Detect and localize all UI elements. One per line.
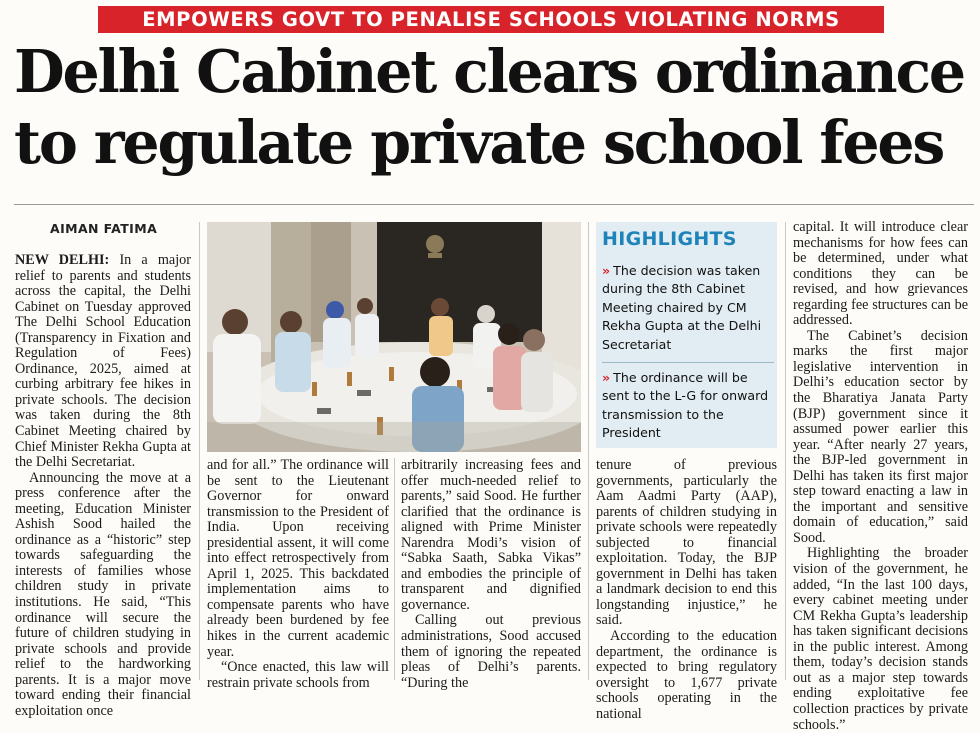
- column-divider: [394, 458, 395, 680]
- paragraph: “Once enacted, this law will restrain private schools from: [207, 659, 389, 691]
- paragraph: Highlighting the broader vision of the government, he added, “In the last 100 days, every cabinet meeting under CM Rekha Gupta’s leadership has taken significant decisions in the public interest. Among them, today’s decision stands out as a major step towards ending exploitative fee collection practices by private schools.”: [793, 545, 968, 733]
- paragraph: According to the education department, the ordinance is expected to bring regulatory oversight to 1,677 private schools operating in the national: [596, 628, 777, 722]
- highlight-item: [602, 262, 774, 354]
- headline-rule: [14, 204, 974, 205]
- paragraph: tenure of previous governments, particularly the Aam Aadmi Party (AAP), parents of children studying in private schools were repeatedly subjected to financial exploitation. Today, the BJP government in Delhi has taken a landmark decision to end this longstanding injustice,” he said.: [596, 457, 777, 629]
- paragraph: arbitrarily increasing fees and offer much-needed relief to parents,” said Sood. He further clarified that the ordinance is aligned with Prime Minister Narendra Modi’s vision of “Sabka Saath, Sabka Vikas” and embodies the principle of transparent and dignified governance.: [401, 457, 581, 613]
- column-divider: [785, 222, 786, 680]
- highlights-box: [596, 222, 777, 448]
- story-column-1: [15, 253, 191, 719]
- photo-illustration: [207, 222, 581, 452]
- dateline: NEW DELHI:: [15, 252, 110, 268]
- cabinet-meeting-photo: [207, 222, 581, 452]
- highlights-title: HIGHLIGHTS: [602, 228, 737, 250]
- headline-line-1: Delhi Cabinet clears ordinance: [14, 37, 964, 106]
- highlight-divider: [602, 362, 774, 363]
- paragraph: Calling out previous administrations, Sood accused them of ignoring the repeated pleas of Delhi’s parents. “During the: [401, 612, 581, 691]
- paragraph: Announcing the move at a press conference after the meeting, Education Minister Ashish Sood hailed the ordinance as a “historic” step towards safeguarding the interests of families whose children study in private institutions. He said, “This ordinance will secure the future of children studying in private schools and provide relief to the hardworking parents. It is a major move toward ending their financial exploitation once: [15, 469, 191, 719]
- paragraph-text: In a major relief to parents and students across the capital, the Delhi Cabinet on Tuesday approved The Delhi School Education (Transparency in Fixation and Regulation of Fees) Ordinance, 2025, aimed at curbing arbitrary fee hikes in private schools. The decision was taken during the 8th Cabinet Meeting chaired by Chief Minister Rekha Gupta at the Delhi Secretariat.: [15, 252, 191, 471]
- highlight-item: [602, 369, 774, 443]
- story-column-2: [207, 458, 389, 691]
- column-divider: [199, 222, 200, 680]
- paragraph: capital. It will introduce clear mechanisms for how fees can be determined, under what conditions they can be revised, and how grievances regarding fee structures can be addressed.: [793, 219, 968, 329]
- highlight-text: The decision was taken during the 8th Cabinet Meeting chaired by CM Rekha Gupta at the Delhi Secretariat: [602, 263, 762, 352]
- paragraph: and for all.” The ordinance will be sent to the Lieutenant Governor for onward transmission to the President of India. Upon receiving presidential assent, it will come into effect retrospectively from April 1, 2025. This backdated implementation aims to compensate parents who have already been burdened by fee hikes in the current academic year.: [207, 457, 389, 660]
- kicker-banner: [98, 6, 884, 33]
- byline: AIMAN FATIMA: [50, 221, 158, 236]
- highlight-text: The ordinance will be sent to the L-G for onward transmission to the President: [602, 370, 769, 441]
- story-column-3: [401, 458, 581, 691]
- paragraph: [15, 253, 191, 471]
- story-column-5: [793, 220, 968, 733]
- paragraph: The Cabinet’s decision marks the first major legislative intervention in Delhi’s education sector by the Bharatiya Janata Party (BJP) government since it assumed power earlier this year. “After nearly 27 years, the BJP-led government in Delhi has taken its first major step toward enacting a law in the important and sensitive domain of education,” said Sood.: [793, 327, 968, 546]
- kicker-text: EMPOWERS GOVT TO PENALISE SCHOOLS VIOLATING NORMS: [142, 8, 840, 31]
- headline: [14, 36, 974, 178]
- bullet-icon: »: [602, 370, 611, 385]
- headline-line-2: to regulate private school fees: [14, 108, 944, 177]
- bullet-icon: »: [602, 263, 611, 278]
- column-divider: [588, 222, 589, 680]
- story-column-4: [596, 458, 777, 722]
